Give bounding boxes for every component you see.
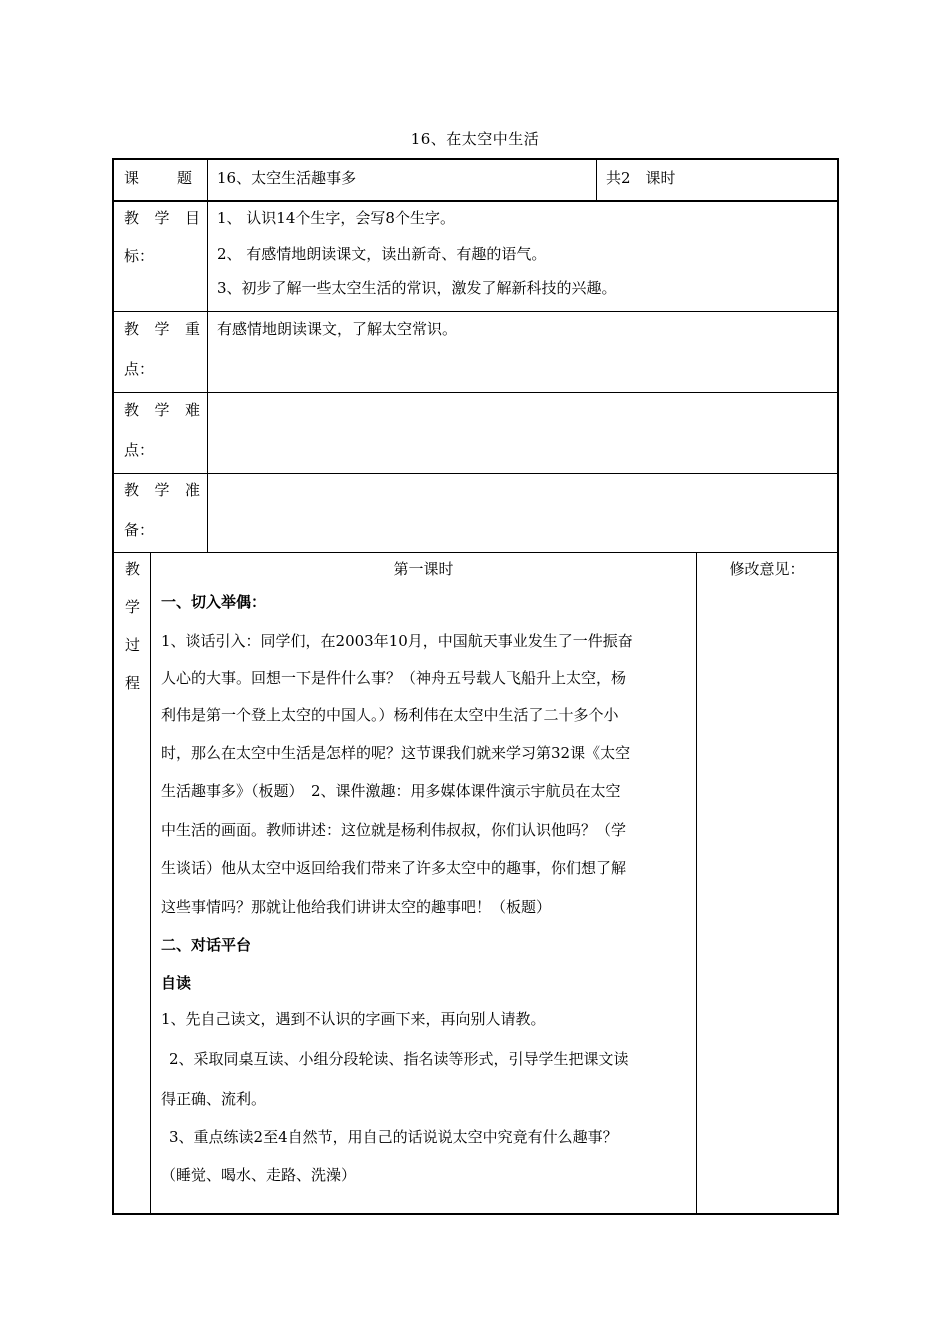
label-char: 教 [124,320,140,338]
process-side-label [114,552,151,1213]
row-divider-header [114,200,837,202]
process-body [151,552,696,1213]
label-char: 学 [154,209,170,227]
label-char: 难 [184,401,200,419]
label-char: 学 [154,401,170,419]
label-char: 准 [184,481,200,499]
difficulties-label [124,400,200,420]
label-char: 教 [124,401,140,419]
label-char: 目 [184,209,200,227]
lesson-label [124,168,192,188]
side-label-char: 程 [124,674,140,692]
difficulties-label-line2: 点： [124,441,155,459]
label-char: 重 [184,320,200,338]
process-line: 生活趣事多》（板题） 2、课件激趣：用多媒体课件演示宇航员在太空 [161,782,621,800]
goals-label [124,208,200,228]
side-label-char: 教 [124,560,140,578]
goal-item-1: 1、 认识14个生字，会写8个生字。 [217,209,455,227]
keypoints-label [124,319,200,339]
row-divider-difficulties [114,473,837,474]
process-line: 时，那么在太空中生活是怎样的呢？这节课我们就来学习第32课《太空 [161,744,631,762]
col-divider-revision [696,552,697,1213]
lesson-plan-table [112,158,839,1215]
side-label-char: 过 [124,636,140,654]
preparation-label [124,480,200,500]
goal-item-2: 2、 有感情地朗读课文，读出新奇、有趣的语气。 [217,245,547,263]
label-char: 课 [124,169,140,187]
goal-item-3: 3、初步了解一些太空生活的常识，激发了解新科技的兴趣。 [217,279,617,297]
process-heading: 二、对话平台 [161,936,252,954]
revision-header: 修改意见： [729,560,805,578]
label-char: 学 [154,481,170,499]
label-char: 题 [176,169,192,187]
process-line: 中生活的画面。教师讲述：这位就是杨利伟叔叔，你们认识他吗？（学 [161,821,627,839]
lesson-title: 16、太空生活趣事多 [217,169,357,187]
goals-label-line2: 标： [124,247,155,265]
process-line: 2、采取同桌互读、小组分段轮读、指名读等形式，引导学生把课文读 [169,1050,629,1068]
process-line: 这些事情吗？那就让他给我们讲讲太空的趣事吧！（板题） [161,898,552,916]
document-title: 16、在太空中生活 [410,130,540,148]
process-line: 利伟是第一个登上太空的中国人。）杨利伟在太空中生活了二十多个小 [161,706,619,724]
process-line: 1、先自己读文，遇到不认识的字画下来，再向别人请教。 [161,1010,546,1028]
label-char: 学 [154,320,170,338]
process-line: 得正确、流利。 [161,1090,267,1108]
period-title: 第一课时 [393,560,454,578]
label-char: 教 [124,209,140,227]
lesson-periods: 共2 课时 [606,169,676,187]
preparation-label-line2: 备： [124,521,155,539]
process-line: （睡觉、喝水、走路、洗澡） [161,1166,357,1184]
label-char: 教 [124,481,140,499]
process-line: 生谈话）他从太空中返回给我们带来了许多太空中的趣事，你们想了解 [161,859,627,877]
process-line: 人心的大事。回想一下是件什么事？（神舟五号载人飞船升上太空，杨 [161,669,627,687]
row-divider-keypoints [114,392,837,393]
col-divider-label [207,160,208,552]
col-divider-periods [596,160,597,200]
side-label-char: 学 [124,598,140,616]
keypoints-label-line2: 点： [124,360,155,378]
process-line: 1、谈话引入：同学们，在2003年10月，中国航天事业发生了一件振奋 [161,632,633,650]
process-line: 3、重点练读2至4自然节，用自己的话说说太空中究竟有什么趣事？ [169,1128,618,1146]
keypoints-text: 有感情地朗读课文，了解太空常识。 [217,320,458,338]
row-divider-goals [114,311,837,312]
process-heading: 一、切入举偶： [161,593,267,611]
process-heading: 自读 [161,974,192,992]
